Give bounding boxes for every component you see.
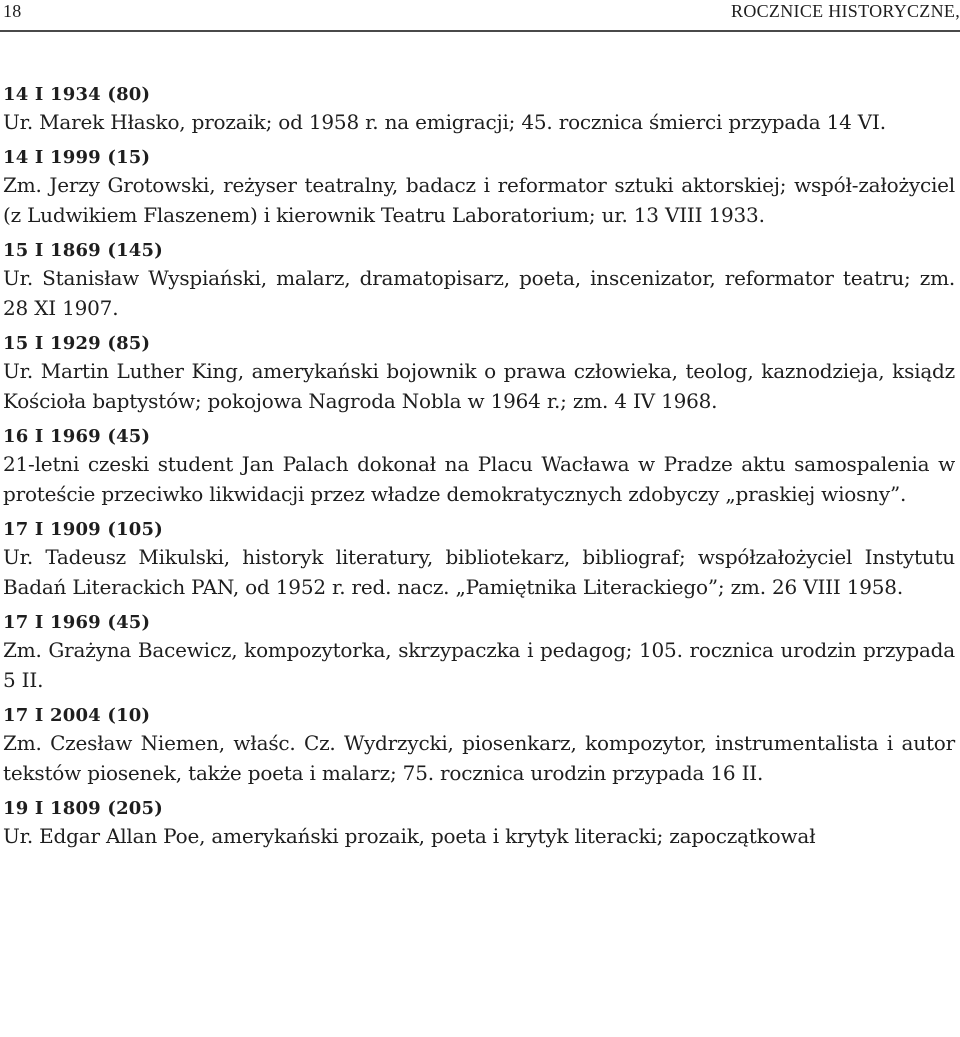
anniversary-entry	[3, 83, 955, 137]
entry-text: Zm. Jerzy Grotowski, reżyser teatralny, badacz i reformator sztuki aktorskiej; współ-założyciel (z Ludwikiem Flaszenem) i kierownik Teatru Laboratorium; ur. 13 VIII 1933.	[3, 173, 955, 227]
page-number: 18	[3, 1, 22, 21]
anniversary-entry	[3, 239, 955, 323]
entry-text: Zm. Czesław Niemen, właśc. Cz. Wydrzycki, piosenkarz, kompozytor, instrumentalista i autor tekstów piosenek, także poeta i malarz; 75. rocznica urodzin przypada 16 II.	[3, 731, 955, 785]
entry-date: 14 I 1934 (80)	[3, 84, 151, 105]
anniversary-entry	[3, 146, 955, 230]
entry-date: 16 I 1969 (45)	[3, 426, 151, 447]
anniversary-entry	[3, 611, 955, 695]
anniversary-entry	[3, 704, 955, 788]
anniversary-entry	[3, 425, 955, 509]
entry-date: 19 I 1809 (205)	[3, 798, 163, 819]
entry-text: 21-letni czeski student Jan Palach dokonał na Placu Wacława w Pradze aktu samospalenia w proteście przeciwko likwidacji przez władze demokratycznych zdobyczy „praskiej wiosny”.	[3, 452, 955, 506]
entry-date: 15 I 1929 (85)	[3, 333, 151, 354]
entry-date: 17 I 2004 (10)	[3, 705, 151, 726]
entry-text: Ur. Stanisław Wyspiański, malarz, dramatopisarz, poeta, inscenizator, reformator teatru; zm. 28 XI 1907.	[3, 266, 955, 320]
entry-date: 17 I 1909 (105)	[3, 519, 163, 540]
entry-text: Ur. Marek Hłasko, prozaik; od 1958 r. na emigracji; 45. rocznica śmierci przypada 14 VI.	[3, 110, 886, 134]
entry-text: Zm. Grażyna Bacewicz, kompozytorka, skrzypaczka i pedagog; 105. rocznica urodzin przypada 5 II.	[3, 638, 955, 692]
anniversary-entry	[3, 332, 955, 416]
anniversary-list	[3, 83, 955, 860]
entry-date: 15 I 1869 (145)	[3, 240, 163, 261]
entry-text: Ur. Edgar Allan Poe, amerykański prozaik, poeta i krytyk literacki; zapoczątkował	[3, 824, 816, 848]
running-title: ROCZNICE HISTORYCZNE,	[731, 1, 960, 21]
anniversary-entry	[3, 797, 955, 851]
entry-date: 17 I 1969 (45)	[3, 612, 151, 633]
entry-text: Ur. Martin Luther King, amerykański bojownik o prawa człowieka, teolog, kaznodzieja, ksiądz Kościoła baptystów; pokojowa Nagroda Nobla w 1964 r.; zm. 4 IV 1968.	[3, 359, 955, 413]
entry-date: 14 I 1999 (15)	[3, 147, 151, 168]
entry-text: Ur. Tadeusz Mikulski, historyk literatury, bibliotekarz, bibliograf; współzałożyciel Instytutu Badań Literackich PAN, od 1952 r. red. nacz. „Pamiętnika Literackiego”; zm. 26 VIII 1958.	[3, 545, 955, 599]
page-header	[0, 0, 960, 32]
anniversary-entry	[3, 518, 955, 602]
